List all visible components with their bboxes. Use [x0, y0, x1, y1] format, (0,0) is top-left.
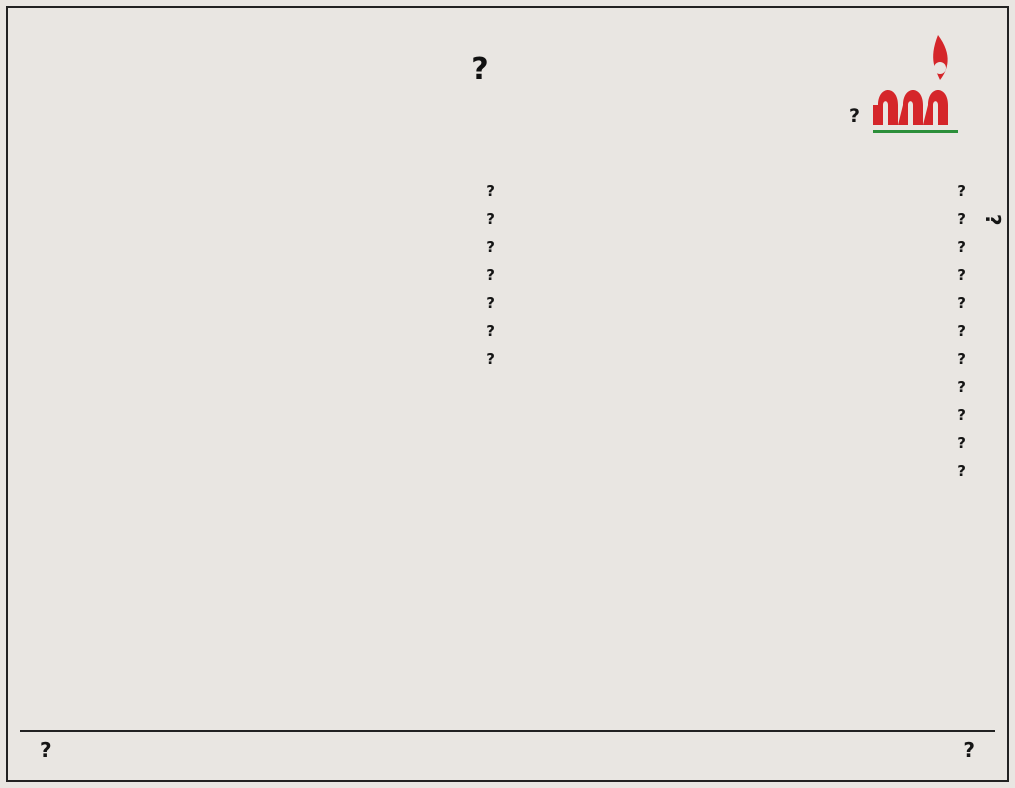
right-paragraph: ? [957, 378, 966, 396]
left-paragraph: ? [486, 294, 495, 312]
right-paragraph: ? [957, 266, 966, 284]
notice-title: ? [471, 52, 489, 87]
left-paragraph: ? [486, 210, 495, 228]
left-paragraph: ? [486, 322, 495, 340]
subject-line: ? [848, 105, 860, 127]
right-paragraph: ? [957, 434, 966, 452]
right-paragraph: ? [957, 322, 966, 340]
right-paragraph: ? [957, 182, 966, 200]
left-paragraph: ? [486, 238, 495, 256]
footer-divider [20, 730, 995, 732]
public-relations-label: ? [40, 738, 52, 762]
side-label: ? [981, 214, 1005, 226]
right-paragraph: ? [957, 462, 966, 480]
logo-icon [868, 30, 963, 170]
left-paragraph: ? [486, 182, 495, 200]
right-paragraph: ? [957, 210, 966, 228]
left-paragraph: ? [486, 266, 495, 284]
right-paragraph: ? [957, 350, 966, 368]
right-paragraph: ? [957, 238, 966, 256]
right-column [508, 180, 966, 720]
right-paragraph: ? [957, 406, 966, 424]
left-paragraph: ? [486, 350, 495, 368]
ad-id: ? [963, 738, 975, 762]
right-paragraph: ? [957, 294, 966, 312]
left-column [40, 180, 495, 720]
